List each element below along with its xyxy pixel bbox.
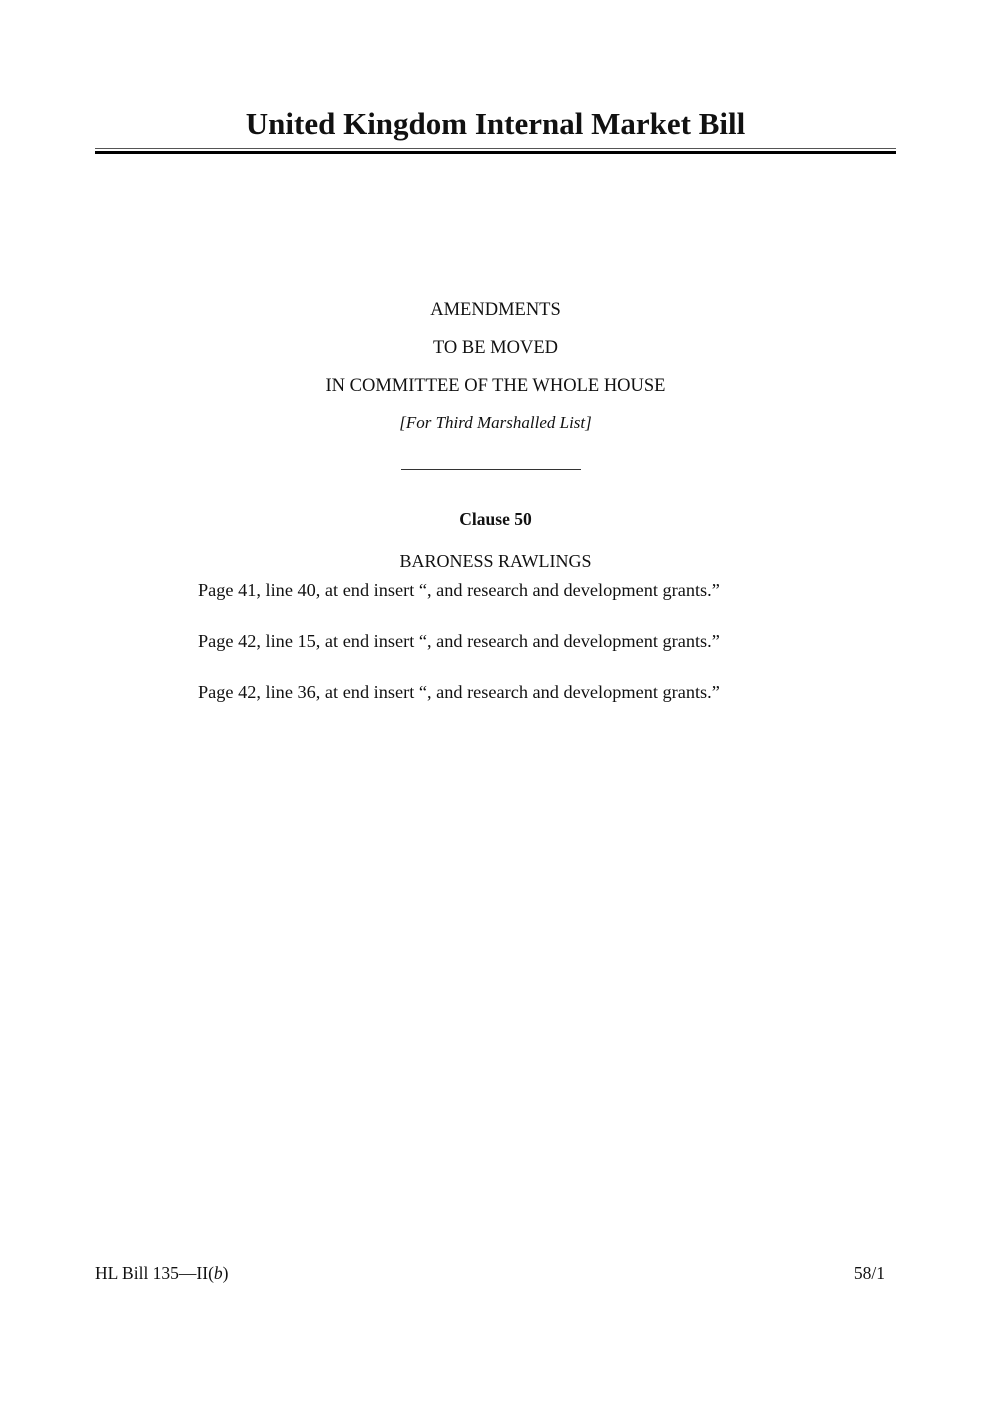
amendment-item: Page 42, line 15, at end insert “, and research and development grants.” [198, 631, 720, 651]
bill-number-italic: b [213, 1263, 223, 1283]
heading-committee: IN COMMITTEE OF THE WHOLE HOUSE [325, 376, 666, 396]
bill-number-prefix: HL Bill 135—II( [95, 1263, 214, 1283]
section-separator [401, 469, 581, 470]
bill-number-suffix: ) [222, 1263, 229, 1283]
clause-heading: Clause 50 [459, 509, 532, 529]
amendment-item: Page 42, line 36, at end insert “, and research and development grants.” [198, 682, 720, 702]
heading-to-be-moved: TO BE MOVED [432, 338, 559, 358]
amendment-mover: BARONESS RAWLINGS [399, 551, 592, 571]
title-rule-thick [95, 151, 896, 154]
bill-number [95, 1263, 229, 1284]
document-title: United Kingdom Internal Market Bill [245, 106, 746, 141]
heading-amendments: AMENDMENTS [430, 300, 561, 320]
marshalled-list-note: [For Third Marshalled List] [399, 413, 592, 432]
amendment-item: Page 41, line 40, at end insert “, and research and development grants.” [198, 580, 720, 600]
title-rule-thin [95, 148, 896, 149]
page-number: 58/1 [853, 1263, 885, 1283]
